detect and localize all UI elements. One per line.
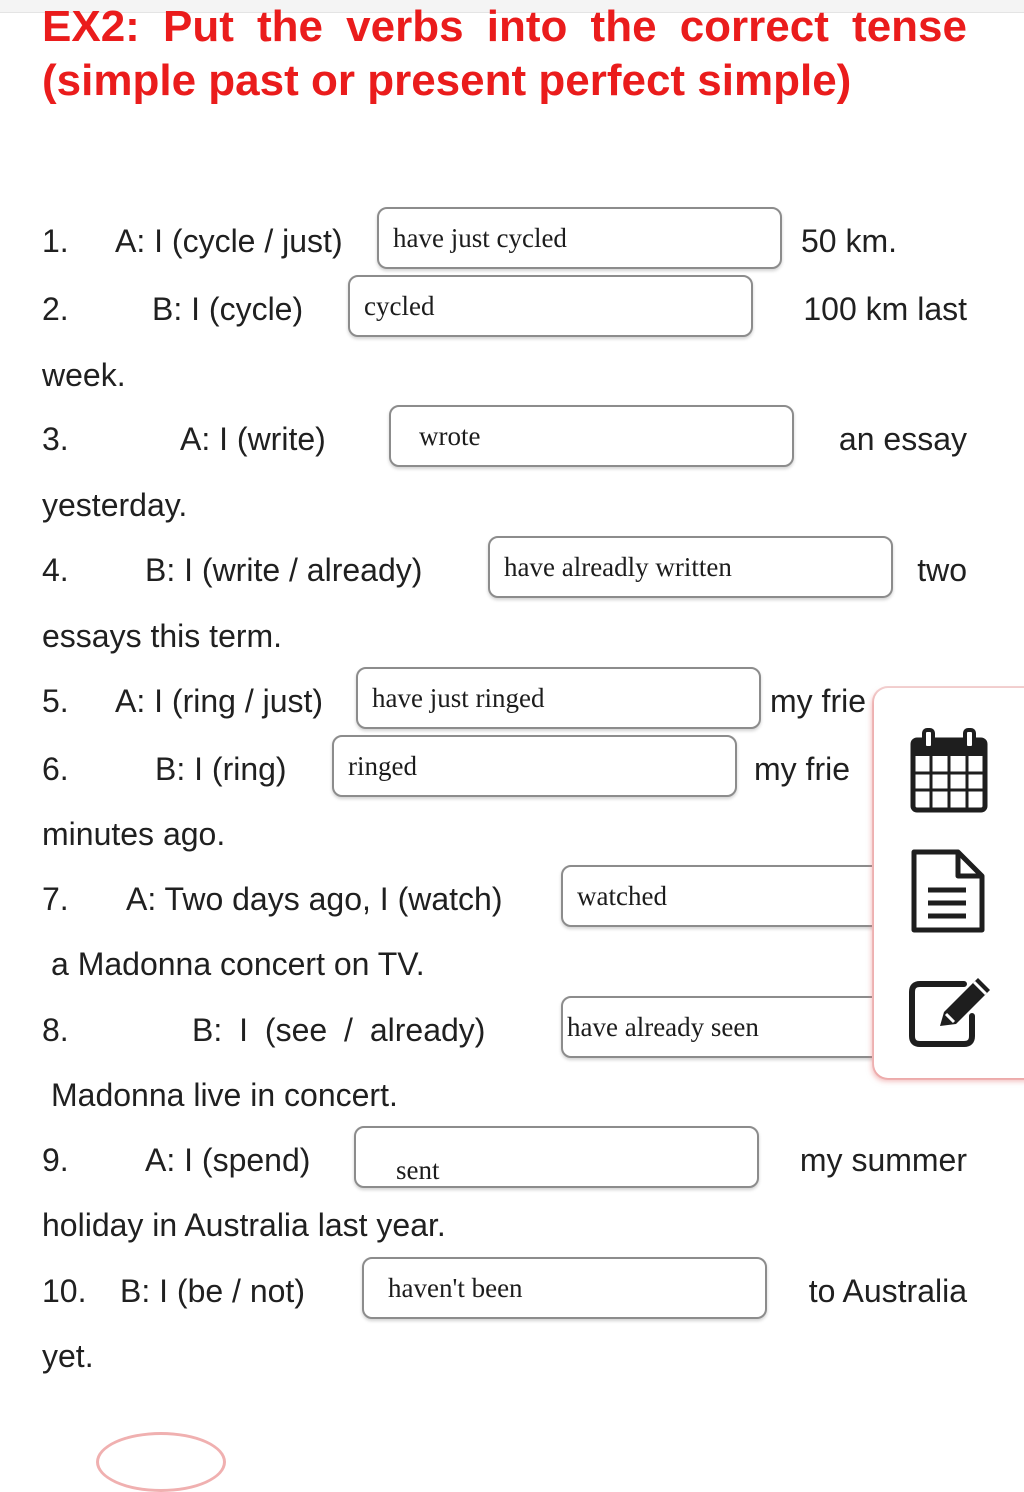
item-after-text: my frie: [754, 751, 850, 787]
item-number: 5.: [42, 683, 69, 719]
item-prompt: B: I (ring): [155, 751, 287, 787]
answer-box-2[interactable]: cycled: [348, 275, 753, 337]
exercise-row: [42, 996, 967, 1064]
item-number: 9.: [42, 1142, 69, 1178]
answer-box-3[interactable]: wrote: [389, 405, 794, 467]
item-after-text: my frie: [770, 683, 866, 719]
item-prompt: B: I (be / not): [120, 1273, 305, 1309]
edit-button[interactable]: [906, 970, 992, 1060]
item-after-text: to Australia: [808, 1273, 967, 1309]
answer-box-4[interactable]: have alreadly written: [488, 536, 893, 598]
item-after-text: 100 km last: [803, 291, 967, 327]
item-continuation: minutes ago.: [42, 816, 226, 852]
item-after-text: 50 km.: [800, 223, 897, 259]
item-continuation: essays this term.: [42, 618, 283, 654]
item-prompt: B: I (cycle): [152, 291, 304, 327]
exercise-row: [42, 405, 967, 473]
exercise-row: [42, 735, 967, 803]
item-prompt: B: I (see / already): [192, 1012, 486, 1048]
item-prompt: A: I (ring / just): [115, 683, 324, 719]
item-after-text: an essay: [838, 421, 967, 457]
item-number: 10.: [42, 1273, 87, 1309]
exercise-row: [42, 207, 967, 275]
item-prompt: B: I (write / already): [145, 552, 423, 588]
document-button[interactable]: [906, 846, 992, 936]
item-continuation: yet.: [42, 1338, 94, 1374]
item-after-text: my summer: [799, 1142, 967, 1178]
exercise-row: [42, 1126, 967, 1194]
answer-box-6[interactable]: ringed: [332, 735, 737, 797]
item-prompt: A: I (spend): [145, 1142, 311, 1178]
answer-box-8[interactable]: have already seen: [561, 996, 966, 1058]
item-continuation: a Madonna concert on TV.: [51, 946, 425, 982]
item-number: 2.: [42, 291, 69, 327]
item-number: 3.: [42, 421, 69, 457]
item-prompt: A: Two days ago, I (watch): [126, 881, 503, 917]
exercise-row: [42, 536, 967, 604]
item-number: 8.: [42, 1012, 69, 1048]
exercise-title: EX2: Put the verbs into the correct tense (simple past or present perfect simple): [42, 2, 967, 105]
exercise-row: [42, 1257, 967, 1325]
item-continuation: holiday in Australia last year.: [42, 1207, 446, 1243]
exercise-row: [42, 275, 967, 343]
exercise-row: [42, 667, 967, 735]
item-number: 6.: [42, 751, 69, 787]
item-continuation: yesterday.: [42, 487, 188, 523]
item-number: 1.: [42, 223, 69, 259]
edit-icon: [906, 970, 992, 1060]
item-prompt: A: I (cycle / just): [115, 223, 343, 259]
answer-box-10[interactable]: haven't been: [362, 1257, 767, 1319]
answer-box-9[interactable]: sent: [354, 1126, 759, 1188]
document-icon: [906, 846, 992, 936]
decorative-arc: [96, 1432, 226, 1492]
item-prompt: A: I (write): [180, 421, 326, 457]
item-continuation: Madonna live in concert.: [51, 1077, 398, 1113]
calendar-button[interactable]: [906, 726, 992, 816]
item-continuation: week.: [42, 357, 126, 393]
answer-box-1[interactable]: have just cycled: [377, 207, 782, 269]
item-after-text: two: [917, 552, 967, 588]
item-number: 4.: [42, 552, 69, 588]
floating-tool-panel: [874, 688, 1024, 1078]
item-number: 7.: [42, 881, 69, 917]
answer-box-5[interactable]: have just ringed: [356, 667, 761, 729]
exercise-row: [42, 865, 967, 933]
calendar-icon: [906, 726, 992, 816]
answer-box-7[interactable]: watched: [561, 865, 966, 927]
